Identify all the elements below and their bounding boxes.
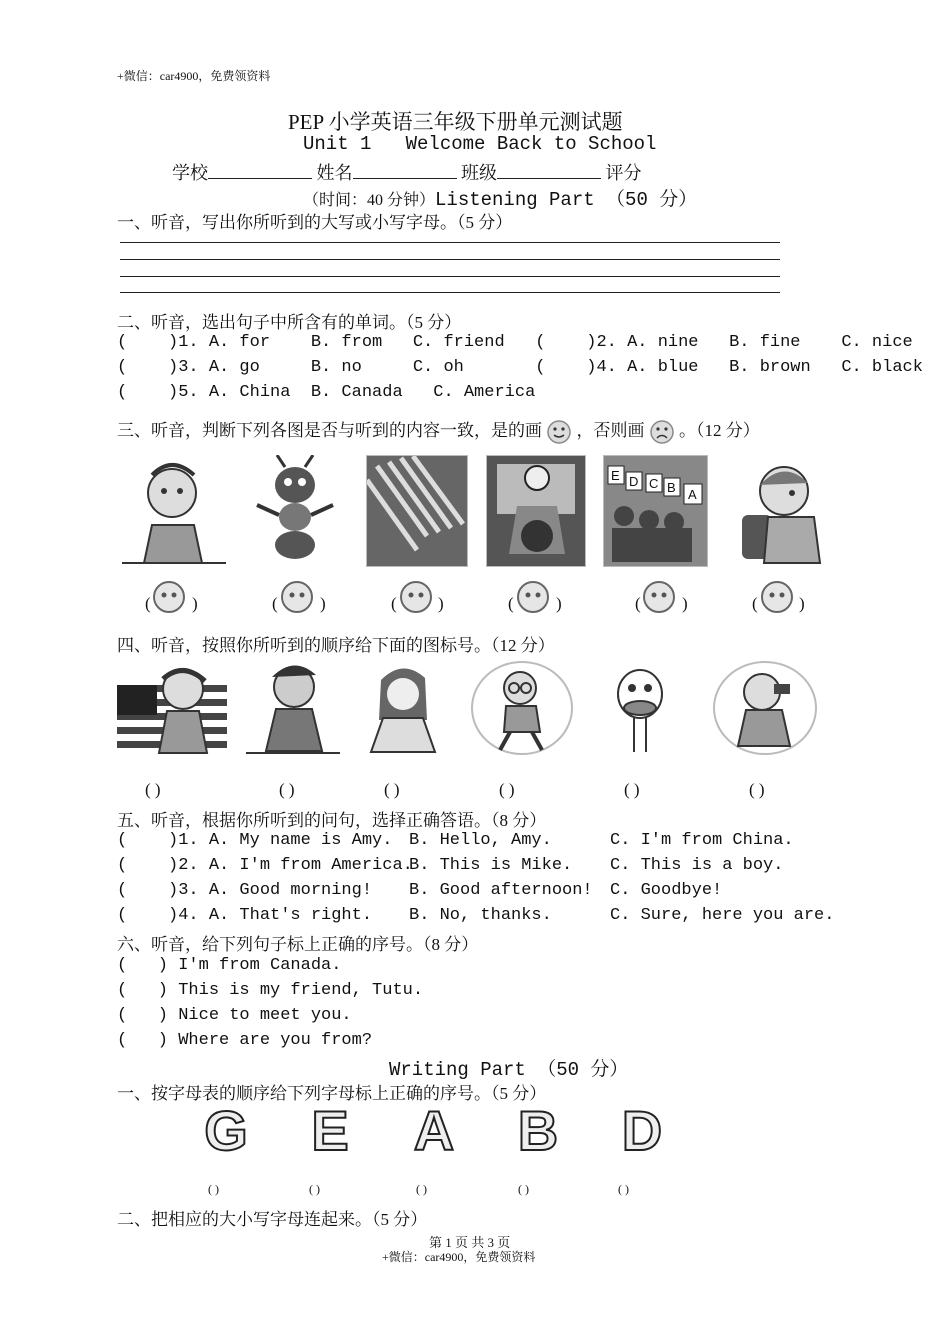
svg-text:B: B (667, 480, 676, 495)
writing-title: Writing Part （50 分） (389, 1059, 629, 1081)
page-subtitle: Unit 1 Welcome Back to School (303, 133, 657, 155)
answer-paren-close: ) (438, 594, 444, 613)
answer-paren-close: ) (192, 594, 198, 613)
answer-paren[interactable]: ( ) (309, 1182, 320, 1196)
score-label: 评分 (605, 163, 642, 183)
sec5-title: 五、听音，根据你所听到的问句，选择正确答语。（8 分） (117, 811, 547, 830)
answer-paren[interactable]: ( ) (749, 780, 765, 799)
sec4-title: 四、听音，按照你所听到的顺序给下面的图标号。（12 分） (117, 636, 555, 655)
girl-laughing-picture (357, 660, 449, 755)
sec5-row-b: B. This is Mike. (409, 856, 573, 875)
answer-paren[interactable]: ( ) (416, 1182, 427, 1196)
girl-looking-picture (246, 655, 340, 755)
svg-text:E: E (611, 468, 620, 483)
letter-g-picture (190, 1102, 262, 1158)
class-field[interactable] (497, 162, 601, 179)
answer-paren[interactable]: ( ) (279, 780, 295, 799)
sec3-title-b: ，否则画 (576, 421, 645, 440)
sec5-row-b: B. No, thanks. (409, 906, 552, 925)
sec6-row: ( ) Nice to meet you. (117, 1006, 352, 1025)
sec6-row: ( ) I'm from Canada. (117, 956, 342, 975)
answer-paren[interactable]: ( ) (208, 1182, 219, 1196)
blank-face-icon[interactable] (642, 580, 676, 614)
sec6-row: ( ) Where are you from? (117, 1031, 373, 1050)
sec5-row-c: C. Sure, here you are. (610, 906, 835, 925)
page-title: PEP 小学英语三年级下册单元测试题 (288, 110, 623, 134)
name-label: 姓名 (316, 163, 353, 183)
blank-face-icon[interactable] (399, 580, 433, 614)
answer-paren-close: ) (320, 594, 326, 613)
letter-d-text: D (621, 1102, 663, 1158)
blank-face-icon[interactable] (760, 580, 794, 614)
w1-title: 一、按字母表的顺序给下列字母标上正确的序号。（5 分） (117, 1084, 547, 1103)
answer-paren[interactable]: ( ) (624, 780, 640, 799)
name-field[interactable] (353, 162, 457, 179)
student-info-row (172, 159, 642, 185)
sec5-row-a: ( )4. A. That's right. (117, 906, 373, 925)
svg-text:C: C (649, 476, 659, 491)
sad-face-icon (649, 419, 675, 445)
answer-paren-open: ( (508, 594, 514, 613)
kids-letters-picture (603, 455, 708, 567)
sec2-row: ( )3. A. go B. no C. oh ( )4. A. blue B. brown C. black (117, 358, 923, 377)
school-label: 学校 (172, 163, 208, 183)
footer-note: +微信：car4900，免费领资料 (382, 1250, 536, 1264)
sec2-row: ( )5. A. China B. Canada C. America (117, 383, 536, 402)
sec5-row-c: C. I'm from China. (610, 831, 794, 850)
answer-paren-open: ( (145, 594, 151, 613)
w2-title: 二、把相应的大小写字母连起来。（5 分） (117, 1210, 428, 1229)
blank-face-icon[interactable] (152, 580, 186, 614)
writing-line[interactable] (120, 276, 780, 277)
answer-paren[interactable]: ( ) (518, 1182, 529, 1196)
sec5-row-b: B. Hello, Amy. (409, 831, 552, 850)
smile-face-icon (546, 419, 572, 445)
sec5-row-a: ( )3. A. Good morning! (117, 881, 373, 900)
answer-paren-close: ) (682, 594, 688, 613)
listening-heading (303, 184, 697, 211)
sec6-row: ( ) This is my friend, Tutu. (117, 981, 424, 1000)
blank-face-icon[interactable] (280, 580, 314, 614)
listening-title: Listening Part （50 分） (435, 189, 698, 211)
answer-paren-open: ( (635, 594, 641, 613)
boy-glasses-picture (470, 660, 574, 755)
letter-b-text: B (517, 1102, 559, 1158)
sec5-row-a: ( )2. A. I'm from America. (117, 856, 413, 875)
letter-d-picture (606, 1102, 678, 1158)
teacher-picture (486, 455, 586, 567)
duck-picture (600, 662, 680, 754)
sec2-row: ( )1. A. for B. from C. friend ( )2. A. nine B. fine C. nice (117, 333, 913, 352)
answer-paren-close: ) (556, 594, 562, 613)
header-note: +微信：car4900，免费领资料 (117, 69, 271, 83)
letter-a-picture (398, 1102, 470, 1158)
answer-paren-close: ) (799, 594, 805, 613)
ant-picture (245, 455, 345, 565)
answer-paren[interactable]: ( ) (384, 780, 400, 799)
sec5-row-a: ( )1. A. My name is Amy. (117, 831, 393, 850)
answer-paren-open: ( (391, 594, 397, 613)
class-label: 班级 (461, 163, 497, 183)
svg-text:D: D (629, 474, 639, 489)
letter-a-text: A (413, 1102, 455, 1158)
sec3-title-c: 。（12 分） (679, 421, 760, 440)
sec5-row-c: C. Goodbye! (610, 881, 723, 900)
sec2-title: 二、听音，选出句子中所含有的单词。（5 分） (117, 313, 462, 332)
answer-paren[interactable]: ( ) (499, 780, 515, 799)
sec5-row-b: B. Good afternoon! (409, 881, 593, 900)
sec3-title (117, 416, 760, 445)
writing-line[interactable] (120, 259, 780, 260)
sec3-title-a: 三、听音，判断下列各图是否与听到的内容一致，是的画 (117, 421, 542, 440)
svg-text:A: A (688, 487, 697, 502)
writing-line[interactable] (120, 242, 780, 243)
answer-paren-open: ( (272, 594, 278, 613)
answer-paren-open: ( (752, 594, 758, 613)
sec5-row-c: C. This is a boy. (610, 856, 784, 875)
letter-g-text: G (204, 1102, 248, 1158)
letter-b-picture (502, 1102, 574, 1158)
school-field[interactable] (208, 162, 312, 179)
girl-binoculars-picture (712, 660, 818, 755)
page-number: 第 1 页 共 3 页 (429, 1235, 511, 1250)
pencils-picture (366, 455, 468, 567)
writing-line[interactable] (120, 292, 780, 293)
time-note: （时间：40 分钟） (303, 192, 436, 209)
girl-flag-picture (117, 655, 227, 755)
letter-e-picture (294, 1102, 366, 1158)
letter-e-text: E (311, 1102, 349, 1158)
sec1-title: 一、听音，写出你所听到的大写或小写字母。（5 分） (117, 213, 513, 232)
blank-face-icon[interactable] (516, 580, 550, 614)
girl-picture (122, 455, 226, 565)
answer-paren[interactable]: ( ) (145, 780, 161, 799)
sec6-title: 六、听音，给下列句子标上正确的序号。（8 分） (117, 935, 479, 954)
boy-schoolbag-picture (728, 455, 832, 565)
answer-paren[interactable]: ( ) (618, 1182, 629, 1196)
